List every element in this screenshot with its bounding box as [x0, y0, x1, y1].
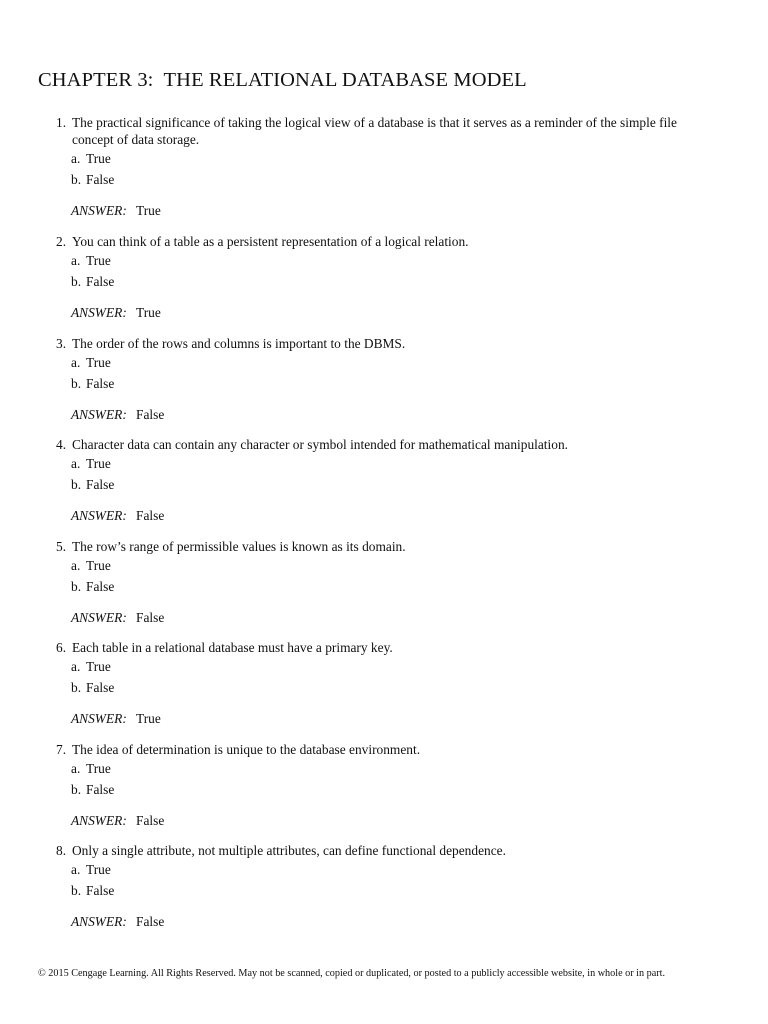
- answer-line: [71, 202, 161, 219]
- answer-line: [71, 913, 164, 930]
- answer-value: False: [136, 914, 165, 929]
- option-text: False: [86, 274, 115, 289]
- answer-value: False: [136, 508, 165, 523]
- option-text: True: [86, 355, 111, 370]
- answer-label: ANSWER:: [71, 305, 127, 320]
- question-stem: [56, 842, 696, 859]
- answer-option: [71, 658, 111, 675]
- answer-line: [71, 507, 164, 524]
- option-text: True: [86, 456, 111, 471]
- question-text: You can think of a table as a persistent representation of a logical relation.: [72, 234, 469, 249]
- answer-option: [71, 150, 111, 167]
- option-text: True: [86, 253, 111, 268]
- option-letter: a.: [71, 151, 81, 166]
- question-stem: [56, 538, 696, 555]
- option-letter: b.: [71, 680, 82, 695]
- answer-label: ANSWER:: [71, 203, 127, 218]
- question-text: The idea of determination is unique to the database environment.: [72, 742, 421, 757]
- option-text: False: [86, 376, 115, 391]
- option-text: False: [86, 579, 115, 594]
- answer-label: ANSWER:: [71, 813, 127, 828]
- question-number: 7.: [56, 742, 67, 757]
- question-stem: [56, 335, 696, 352]
- question-stem: [56, 741, 696, 758]
- answer-option: [71, 679, 114, 696]
- answer-value: False: [136, 813, 165, 828]
- answer-value: True: [136, 711, 161, 726]
- option-letter: b.: [71, 477, 82, 492]
- question-number: 4.: [56, 437, 67, 452]
- answer-line: [71, 710, 161, 727]
- answer-option: [71, 171, 114, 188]
- option-letter: a.: [71, 456, 81, 471]
- option-letter: b.: [71, 579, 82, 594]
- answer-option: [71, 375, 114, 392]
- answer-option: [71, 882, 114, 899]
- answer-label: ANSWER:: [71, 711, 127, 726]
- option-letter: b.: [71, 376, 82, 391]
- option-letter: a.: [71, 558, 81, 573]
- question-text: Only a single attribute, not multiple attributes, can define functional dependence.: [72, 843, 506, 858]
- answer-value: False: [136, 407, 165, 422]
- option-letter: a.: [71, 862, 81, 877]
- question-text: Each table in a relational database must have a primary key.: [72, 640, 393, 655]
- answer-option: [71, 557, 111, 574]
- option-text: True: [86, 659, 111, 674]
- answer-line: [71, 406, 164, 423]
- question-stem: [56, 639, 696, 656]
- option-letter: a.: [71, 659, 81, 674]
- answer-label: ANSWER:: [71, 914, 127, 929]
- question-stem: [56, 114, 696, 148]
- answer-line: [71, 812, 164, 829]
- option-text: False: [86, 680, 115, 695]
- copyright-footer: © 2015 Cengage Learning. All Rights Reserved. May not be scanned, copied or duplicated, or posted to a publicly accessible website, in whole or in part.: [38, 968, 666, 979]
- option-letter: b.: [71, 172, 82, 187]
- question-number: 5.: [56, 539, 67, 554]
- option-text: True: [86, 761, 111, 776]
- question-stem: [56, 436, 696, 453]
- question-text: The row’s range of permissible values is known as its domain.: [72, 539, 406, 554]
- option-letter: b.: [71, 274, 82, 289]
- question-stem: [56, 233, 696, 250]
- answer-option: [71, 760, 111, 777]
- option-text: False: [86, 477, 115, 492]
- question-number: 2.: [56, 234, 67, 249]
- answer-line: [71, 609, 164, 626]
- answer-label: ANSWER:: [71, 407, 127, 422]
- question-number: 3.: [56, 336, 67, 351]
- question-number: 6.: [56, 640, 67, 655]
- answer-label: ANSWER:: [71, 508, 127, 523]
- option-letter: b.: [71, 883, 82, 898]
- answer-value: False: [136, 610, 165, 625]
- answer-option: [71, 476, 114, 493]
- option-text: False: [86, 883, 115, 898]
- question-number: 8.: [56, 843, 67, 858]
- option-text: False: [86, 782, 115, 797]
- option-letter: a.: [71, 355, 81, 370]
- answer-line: [71, 304, 161, 321]
- question-text: Character data can contain any character or symbol intended for mathematical manipulation.: [72, 437, 568, 452]
- option-text: False: [86, 172, 115, 187]
- chapter-title: CHAPTER 3: THE RELATIONAL DATABASE MODEL: [38, 69, 527, 91]
- answer-option: [71, 861, 111, 878]
- question-text: The practical significance of taking the logical view of a database is that it serves as a reminder of the simple file concept of data storage.: [72, 115, 677, 147]
- answer-option: [71, 455, 111, 472]
- answer-option: [71, 578, 114, 595]
- answer-value: True: [136, 305, 161, 320]
- option-text: True: [86, 151, 111, 166]
- option-letter: b.: [71, 782, 82, 797]
- question-number: 1.: [56, 115, 67, 130]
- answer-option: [71, 781, 114, 798]
- answer-label: ANSWER:: [71, 610, 127, 625]
- option-text: True: [86, 862, 111, 877]
- option-letter: a.: [71, 253, 81, 268]
- answer-option: [71, 252, 111, 269]
- answer-option: [71, 273, 114, 290]
- answer-value: True: [136, 203, 161, 218]
- option-letter: a.: [71, 761, 81, 776]
- question-text: The order of the rows and columns is important to the DBMS.: [72, 336, 406, 351]
- option-text: True: [86, 558, 111, 573]
- answer-option: [71, 354, 111, 371]
